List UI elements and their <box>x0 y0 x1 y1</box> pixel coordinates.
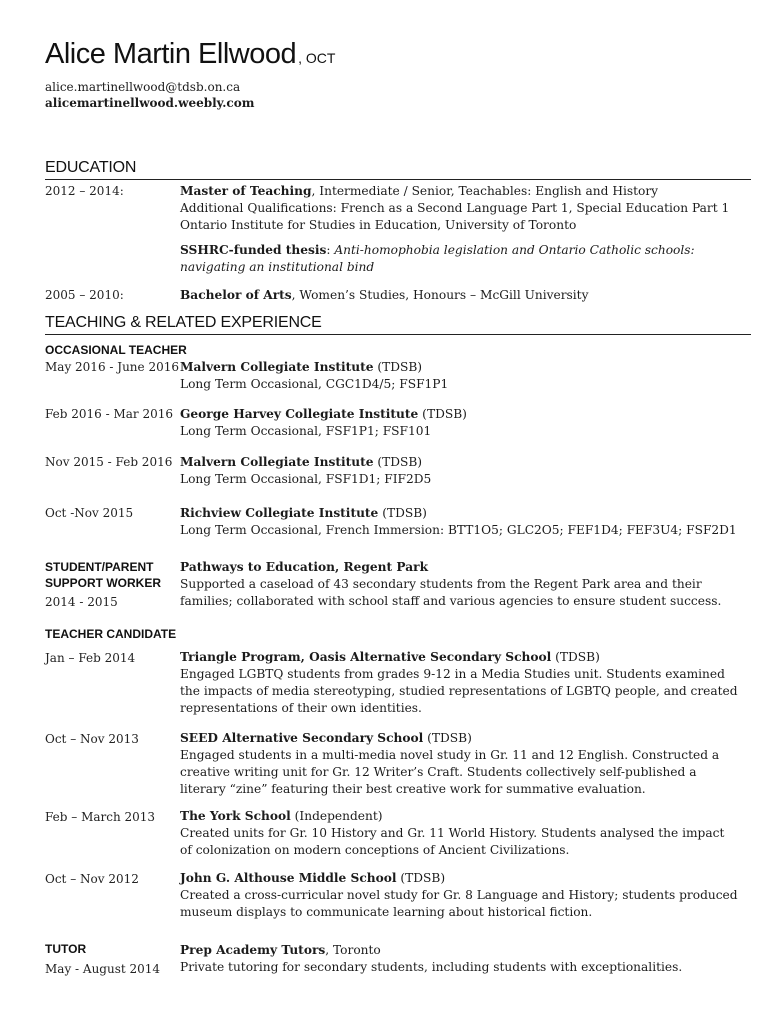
org-name: Malvern Collegiate Institute <box>180 455 374 469</box>
job-entry: Richview Collegiate Institute (TDSB) Long Term Occasional, French Immersion: BTT1O5; GLC2O5; FEF1D4; FEF3U4; FSF2D1 <box>180 506 737 537</box>
resume-name <box>45 38 335 71</box>
org-name: Triangle Program, Oasis Alternative Secondary School <box>180 650 552 664</box>
org-name: The York School <box>180 809 291 823</box>
org-name: SEED Alternative Secondary School <box>180 731 424 745</box>
experience-heading: TEACHING & RELATED EXPERIENCE <box>45 314 322 331</box>
job-date: Nov 2015 - Feb 2016 <box>45 455 173 469</box>
education-divider <box>45 179 751 180</box>
education-entry: Master of Teaching, Intermediate / Senior, Teachables: English and History Additional Qualifications: French as a Second Language Part 1, Special Education Part 1 Ontario Institute for Studies in Education, University of Toronto <box>180 184 730 232</box>
job-date: Oct – Nov 2012 <box>45 872 139 886</box>
job-date: Oct -Nov 2015 <box>45 506 134 520</box>
occasional-teacher-label: OCCASIONAL TEACHER <box>45 343 187 357</box>
job-entry: The York School (Independent) Created units for Gr. 10 History and Gr. 11 World History. Students analysed the impact of colonization on modern conceptions of Ancient Civilizations. <box>180 809 725 857</box>
job-entry: Malvern Collegiate Institute (TDSB) Long Term Occasional, FSF1D1; FIF2D5 <box>180 455 432 486</box>
full-name: Alice Martin Ellwood <box>45 38 297 70</box>
job-entry: Malvern Collegiate Institute (TDSB) Long Term Occasional, CGC1D4/5; FSF1P1 <box>180 360 449 391</box>
credential: , OCT <box>298 50 336 66</box>
job-date: Feb 2016 - Mar 2016 <box>45 407 174 421</box>
org-name: Richview Collegiate Institute <box>180 506 379 520</box>
job-date: 2014 - 2015 <box>45 595 118 609</box>
job-date: Oct – Nov 2013 <box>45 732 139 746</box>
job-entry: Triangle Program, Oasis Alternative Secondary School (TDSB) Engaged LGBTQ students from grades 9-12 in a Media Studies unit. Students examined the impacts of media stereotyping, studied representations of LGBTQ people, and created representations of their own identities. <box>180 650 738 715</box>
org-name: Pathways to Education, Regent Park <box>180 560 429 574</box>
tutor-label: TUTOR <box>45 942 87 956</box>
email-link[interactable]: alice.martinellwood@tdsb.on.ca <box>45 80 241 94</box>
job-entry: John G. Althouse Middle School (TDSB) Created a cross-curricular novel study for Gr. 8 Language and History; students produced museum displays to communicate learning about historical fiction. <box>180 871 738 919</box>
org-name: John G. Althouse Middle School <box>180 871 397 885</box>
org-name: George Harvey Collegiate Institute <box>180 407 419 421</box>
job-entry: George Harvey Collegiate Institute (TDSB) Long Term Occasional, FSF1P1; FSF101 <box>180 407 467 438</box>
org-name: Prep Academy Tutors <box>180 943 326 957</box>
job-date: May - August 2014 <box>45 962 161 976</box>
teacher-candidate-label: TEACHER CANDIDATE <box>45 627 177 641</box>
job-date: Feb – March 2013 <box>45 810 156 824</box>
job-date: Jan – Feb 2014 <box>45 651 136 665</box>
job-entry: Pathways to Education, Regent Park Supported a caseload of 43 secondary students from the Regent Park area and their families; collaborated with school staff and various agencies to ensure student success. <box>180 560 722 608</box>
thesis-label: SSHRC-funded thesis <box>180 243 327 257</box>
job-entry: Prep Academy Tutors, Toronto Private tutoring for secondary students, including students with exceptionalities. <box>180 943 683 974</box>
education-entry: Bachelor of Arts, Women’s Studies, Honours – McGill University <box>180 288 589 302</box>
job-date: May 2016 - June 2016 <box>45 360 179 374</box>
website-link[interactable]: alicemartinellwood.weebly.com <box>45 96 255 110</box>
job-entry: SEED Alternative Secondary School (TDSB) Engaged students in a multi-media novel study in Gr. 11 and 12 English. Constructed a creative writing unit for Gr. 12 Writer’s Craft. Students collectively self-published a literary “zine” featuring their best creative work for summative evaluation. <box>180 731 720 796</box>
degree-name: Bachelor of Arts <box>180 288 292 302</box>
education-date: 2012 – 2014: <box>45 184 124 198</box>
thesis-entry: SSHRC-funded thesis: Anti-homophobia legislation and Ontario Catholic schools: navigating an institutional bind <box>180 243 695 274</box>
education-heading: EDUCATION <box>45 159 137 176</box>
experience-divider <box>45 334 751 335</box>
education-date: 2005 – 2010: <box>45 288 124 302</box>
org-name: Malvern Collegiate Institute <box>180 360 374 374</box>
degree-name: Master of Teaching <box>180 184 312 198</box>
support-worker-label: STUDENT/PARENT SUPPORT WORKER <box>45 560 162 590</box>
